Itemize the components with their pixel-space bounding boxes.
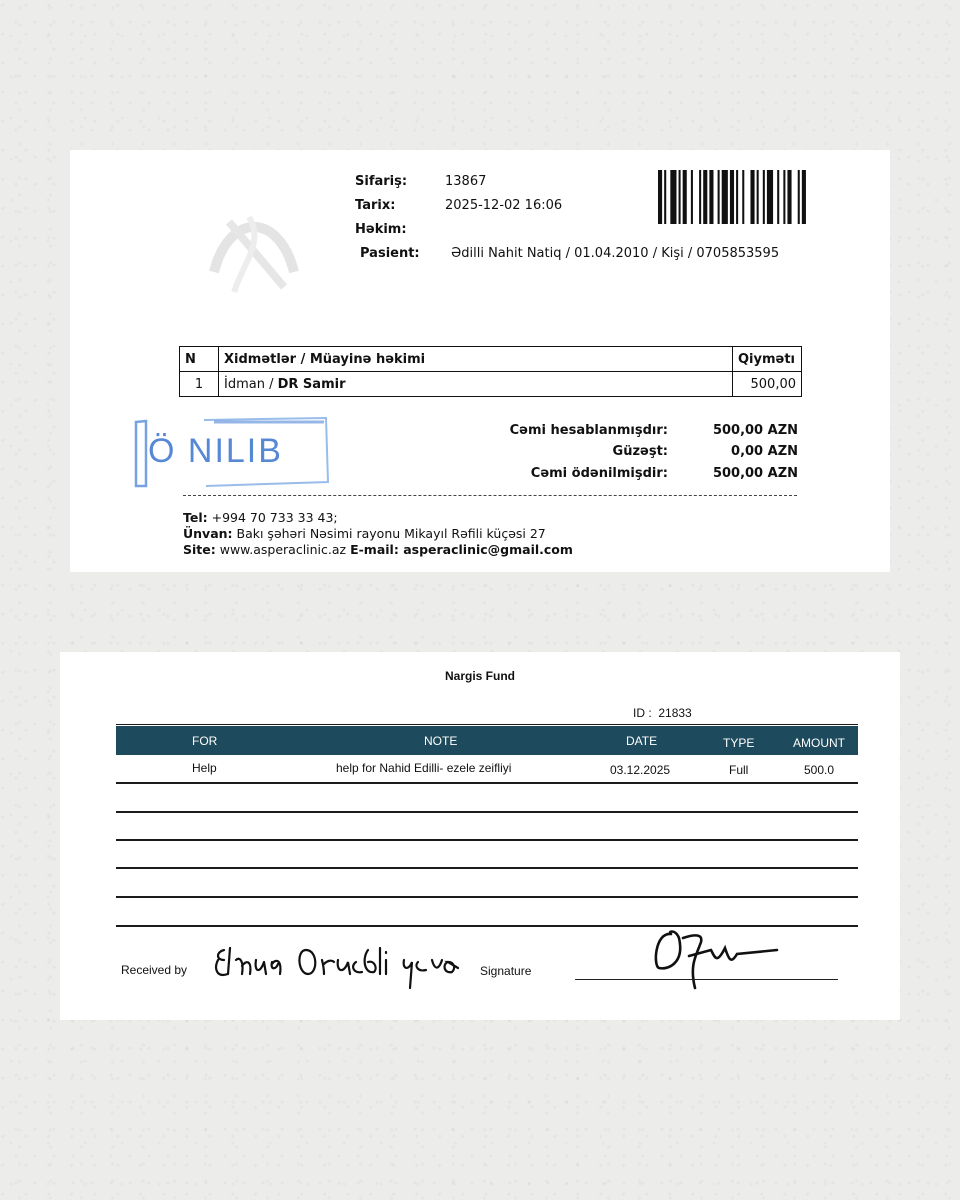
table-rule	[116, 782, 858, 784]
total-paid-label: Cəmi ödənilmişdir:	[530, 466, 668, 481]
discount-value: 0,00 AZN	[731, 444, 798, 459]
discount-label: Güzəşt:	[612, 444, 668, 459]
stamp-text: Ö NILIB	[148, 432, 283, 470]
signature-label: Signature	[480, 964, 532, 978]
row-for: Help	[192, 761, 217, 775]
email-link: asperaclinic@gmail.com	[398, 542, 573, 557]
clinic-receipt	[70, 150, 890, 572]
total-charged-value: 500,00 AZN	[712, 423, 798, 438]
barcode-bar	[802, 170, 806, 224]
barcode-bar	[703, 170, 707, 224]
row-service	[219, 372, 733, 397]
received-by-handwriting	[214, 938, 479, 994]
clinic-logo-watermark	[194, 192, 314, 302]
id-value: 21833	[658, 706, 692, 720]
table-row	[180, 372, 802, 397]
address-label: Ünvan:	[183, 526, 233, 541]
total-paid-value: 500,00 AZN	[712, 466, 798, 481]
barcode-bar	[787, 170, 791, 224]
service-doctor: DR Samir	[277, 376, 346, 392]
barcode-bar	[736, 170, 738, 224]
contact-address	[183, 526, 546, 541]
barcode-bar	[757, 170, 759, 224]
barcode-bar	[730, 170, 734, 224]
barcode-bar	[691, 170, 693, 224]
barcode-bar	[742, 170, 744, 224]
col-for-header: FOR	[192, 734, 218, 748]
barcode-bar	[699, 170, 701, 224]
barcode	[658, 170, 808, 224]
doctor-label: Həkim:	[355, 222, 407, 237]
date-label: Tarix:	[355, 198, 396, 213]
divider	[183, 495, 797, 496]
barcode-bar	[777, 170, 779, 224]
table-rule	[116, 839, 858, 841]
date-value: 2025-12-02 16:06	[445, 198, 563, 213]
service-name: İdman /	[224, 376, 278, 392]
received-by-label: Received by	[121, 963, 188, 977]
email-label: E-mail:	[350, 542, 399, 557]
barcode-bar	[722, 170, 728, 224]
barcode-bar	[798, 170, 800, 224]
barcode-bar	[750, 170, 754, 224]
barcode-bar	[664, 170, 666, 224]
site-label: Site:	[183, 542, 216, 557]
row-date: 03.12.2025	[610, 763, 671, 777]
barcode-bar	[763, 170, 765, 224]
receipt-id	[633, 706, 692, 720]
signature-handwriting	[645, 924, 785, 990]
table-top-rule	[116, 724, 858, 725]
row-note: help for Nahid Edilli- ezele zeifliyi	[336, 761, 512, 775]
row-amount: 500.0	[804, 763, 835, 777]
barcode-bar	[658, 170, 662, 224]
col-date-header: DATE	[626, 734, 658, 748]
fund-table-header	[116, 726, 858, 755]
barcode-bar	[679, 170, 681, 224]
address-value: Bakı şəhəri Nəsimi rayonu Mikayıl Rəfili küçəsi 27	[232, 526, 546, 541]
fund-receipt	[60, 652, 900, 1020]
row-number: 1	[180, 372, 219, 397]
col-note-header: NOTE	[424, 734, 458, 748]
order-label: Sifariş:	[355, 174, 408, 189]
services-table	[179, 346, 802, 397]
barcode-bar	[783, 170, 785, 224]
col-n-header: N	[180, 347, 219, 372]
fund-title: Nargis Fund	[444, 669, 515, 683]
id-label: ID :	[633, 706, 652, 720]
contact-phone	[183, 510, 338, 525]
patient-label: Pasient:	[360, 246, 420, 261]
services-table-header	[180, 347, 802, 372]
barcode-bar	[670, 170, 676, 224]
patient-value: Ədilli Nahit Natiq / 01.04.2010 / Kişi / 0705853595	[451, 246, 780, 261]
row-type: Full	[729, 763, 749, 777]
contact-site	[183, 542, 573, 557]
paid-stamp	[134, 416, 330, 492]
phone-label: Tel:	[183, 510, 208, 525]
table-rule	[116, 867, 858, 869]
col-amount-header: AMOUNT	[793, 736, 845, 750]
col-type-header: TYPE	[723, 736, 755, 750]
barcode-bar	[709, 170, 713, 224]
row-price: 500,00	[733, 372, 802, 397]
table-rule	[116, 896, 858, 898]
barcode-bar	[718, 170, 720, 224]
barcode-bar	[683, 170, 687, 224]
table-rule	[116, 811, 858, 813]
col-price-header: Qiymətı	[733, 347, 802, 372]
order-value: 13867	[445, 174, 487, 189]
signature-line	[575, 979, 838, 980]
site-link: www.asperaclinic.az	[215, 542, 351, 557]
phone-value: +994 70 733 33 43;	[207, 510, 338, 525]
total-charged-label: Cəmi hesablanmışdır:	[509, 423, 668, 438]
barcode-bar	[767, 170, 773, 224]
col-service-header: Xidmətlər / Müayinə həkimi	[219, 347, 733, 372]
